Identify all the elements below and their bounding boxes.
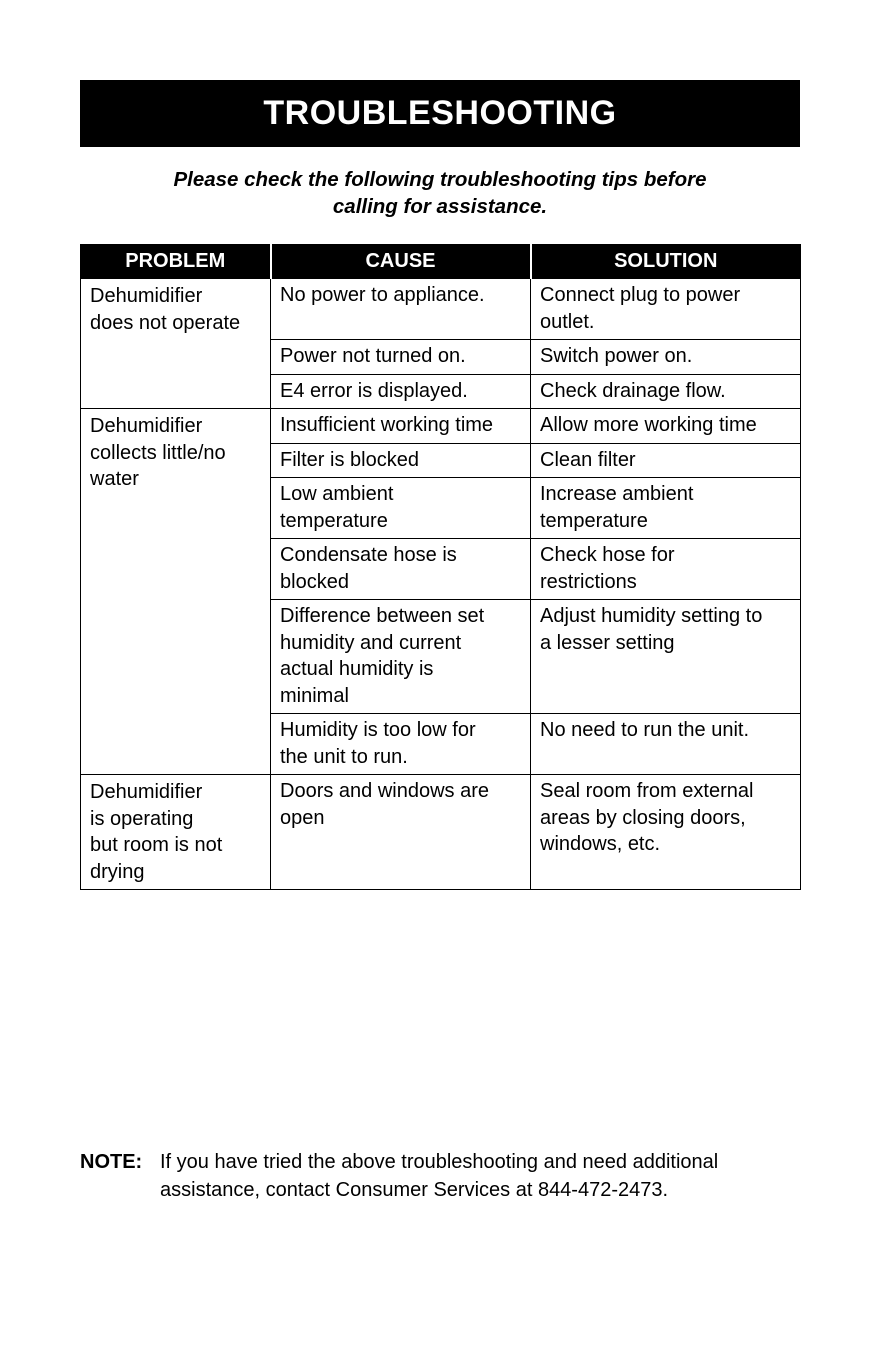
solution-cell [531, 340, 801, 375]
cause-line: Doors and windows are [280, 780, 489, 802]
problem-line: Dehumidifier [90, 285, 203, 307]
solution-cell [531, 279, 801, 340]
solution-line: No need to run the unit. [540, 719, 750, 741]
solution-cell [531, 539, 801, 600]
cause-line: Condensate hose is [280, 544, 457, 566]
header-problem: PROBLEM [81, 244, 271, 279]
cause-line: the unit to run. [280, 745, 408, 768]
cause-cell [271, 340, 531, 375]
solution-cell [531, 409, 801, 444]
cause-cell [271, 714, 531, 775]
cause-cell [271, 279, 531, 340]
cause-line: Filter is blocked [280, 448, 419, 471]
cause-line: blocked [280, 570, 349, 593]
solution-line: Connect plug to power [540, 284, 741, 306]
solution-line: Switch power on. [540, 345, 693, 367]
cause-cell [271, 374, 531, 409]
note-label: NOTE: [80, 1151, 143, 1173]
problem-cell [81, 279, 271, 409]
note-line: assistance, contact Consumer Services at 844-472-2473. [160, 1179, 669, 1201]
solution-cell [531, 374, 801, 409]
solution-line: Allow more working time [540, 414, 757, 436]
cause-line: temperature [280, 509, 388, 532]
solution-line: Check drainage flow. [540, 379, 726, 402]
cause-line: Low ambient [280, 483, 394, 505]
solution-line: Increase ambient [540, 483, 694, 505]
solution-line: Clean filter [540, 448, 636, 471]
cause-line: No power to appliance. [280, 284, 485, 306]
cause-line: Insufficient working time [280, 414, 494, 436]
solution-line: windows, etc. [540, 833, 661, 855]
note-line: If you have tried the above troubleshooting and need additional [160, 1151, 719, 1173]
solution-line: Seal room from external [540, 780, 754, 802]
cause-line: minimal [280, 684, 349, 707]
table-row [81, 279, 801, 340]
solution-line: Adjust humidity setting to [540, 605, 763, 627]
note [80, 1148, 840, 1204]
page-title: TROUBLESHOOTING [80, 80, 800, 147]
problem-cell [81, 409, 271, 775]
subtitle-line: calling for assistance. [332, 195, 548, 218]
solution-line: temperature [540, 509, 648, 532]
header-solution: SOLUTION [531, 244, 801, 279]
problem-line: but room is not [90, 834, 223, 856]
subtitle-line: Please check the following troubleshooting tips before [173, 168, 707, 191]
cause-cell [271, 478, 531, 539]
cause-line: open [280, 806, 325, 829]
troubleshooting-table [80, 244, 801, 890]
solution-line: areas by closing doors, [540, 806, 746, 829]
cause-line: Difference between set [280, 605, 485, 627]
table-body [81, 279, 801, 890]
problem-line: collects little/no [90, 441, 226, 464]
table-row [81, 409, 801, 444]
problem-line: water [90, 468, 139, 490]
solution-line: outlet. [540, 310, 595, 333]
cause-cell [271, 600, 531, 714]
note-text [160, 1148, 840, 1204]
solution-cell [531, 714, 801, 775]
problem-line: Dehumidifier [90, 781, 203, 803]
problem-line: is operating [90, 807, 194, 830]
problem-line: does not operate [90, 311, 241, 334]
cause-line: humidity and current [280, 631, 462, 654]
subtitle [80, 166, 800, 220]
solution-cell [531, 478, 801, 539]
cause-cell [271, 775, 531, 890]
solution-line: Check hose for [540, 544, 675, 566]
solution-cell [531, 775, 801, 890]
solution-cell [531, 443, 801, 478]
solution-line: a lesser setting [540, 631, 675, 654]
header-cause: CAUSE [271, 244, 531, 279]
cause-line: actual humidity is [280, 658, 434, 680]
solution-cell [531, 600, 801, 714]
cause-line: Humidity is too low for [280, 719, 476, 741]
cause-line: E4 error is displayed. [280, 379, 468, 402]
table-header-row [81, 244, 801, 279]
cause-cell [271, 409, 531, 444]
cause-cell [271, 539, 531, 600]
problem-line: drying [90, 860, 145, 883]
solution-line: restrictions [540, 570, 637, 593]
problem-line: Dehumidifier [90, 415, 203, 437]
table-row [81, 775, 801, 890]
cause-line: Power not turned on. [280, 345, 466, 367]
cause-cell [271, 443, 531, 478]
problem-cell [81, 775, 271, 890]
